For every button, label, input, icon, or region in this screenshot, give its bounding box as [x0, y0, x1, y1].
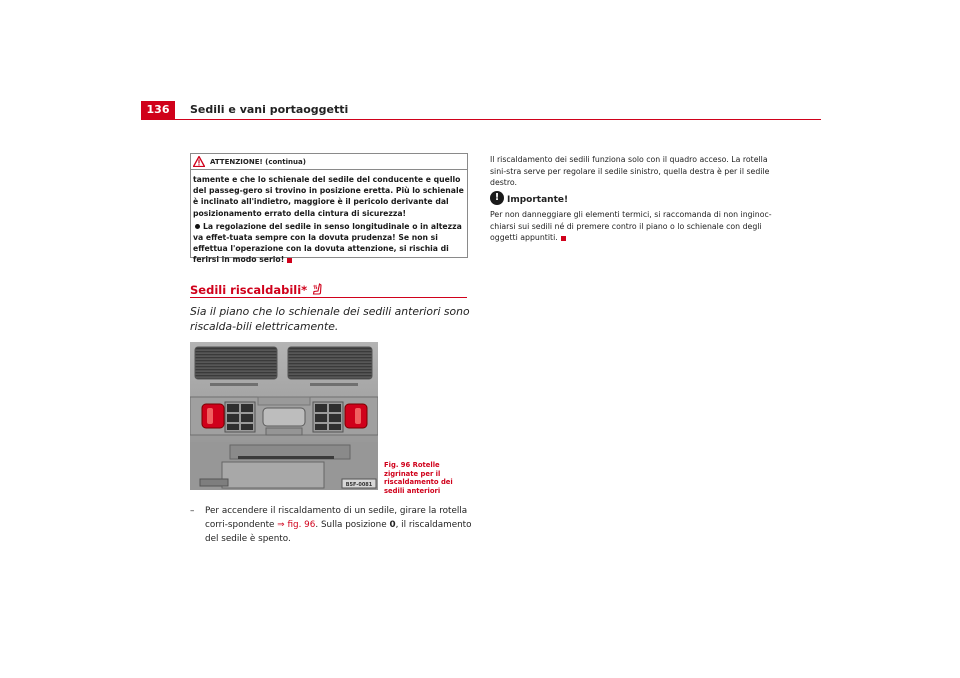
- section-intro: Sia il piano che lo schienale dei sedili anteriori sono riscalda-bili elettricamente.: [190, 305, 470, 333]
- note-title: Importante!: [507, 195, 569, 205]
- note-text: Per non danneggiare gli elementi termici, si raccomanda di non inginoc-chiarsi sui sedili né di premere contro il piano o lo schienale con degli oggetti appuntiti.: [490, 210, 772, 242]
- step-text-part: Per accendere il riscaldamento di un sedile, girare la rotella corri-spondente: [205, 506, 468, 530]
- display-window: [263, 408, 305, 426]
- figure-caption: Fig. 96 Rotelle zigrinate per il riscaldamento dei sedili anteriori: [384, 461, 453, 495]
- step-dash: –: [190, 506, 195, 516]
- section-rule: [190, 297, 467, 298]
- step-text-part: , il riscaldamento del sedile è spento.: [205, 520, 472, 544]
- warning-label: ATTENZIONE! (continua): [210, 157, 306, 166]
- exclamation-icon: !: [490, 191, 504, 205]
- header-rule: [141, 119, 821, 120]
- page-number: 136: [141, 101, 175, 119]
- warning-item-2: [193, 221, 465, 266]
- position-value: 0: [389, 520, 396, 530]
- warning-text-1: tamente e che lo schienale del sedile del conducente e quello del passeg-gero si trovino in posizione eretta. Più lo schienale è inclinato all'indietro, maggiore è il pericolo derivante dal posizionamento errato della cintura di sicurezza!: [193, 175, 464, 218]
- left-air-vent: [195, 347, 277, 379]
- figure-code: B5F-0081: [345, 482, 373, 488]
- note-body: [490, 209, 772, 244]
- warning-divider: [191, 169, 467, 170]
- end-marker-icon: [287, 258, 292, 263]
- seat-heating-icon: [311, 283, 323, 297]
- end-marker-icon: [561, 236, 566, 241]
- step-text: [205, 504, 473, 546]
- warning-text-2: La regolazione del sedile in senso longitudinale o in altezza va effet-tuata sempre con la dovuta prudenza! Se non si effettua l'operazione con la dovuta attenzione, si rischia di ferirsi in modo serio!: [193, 221, 462, 265]
- warning-box: [190, 153, 468, 265]
- right-paragraph: Il riscaldamento dei sedili funziona solo con il quadro acceso. La rotella sini-stra serve per regolare il sedile sinistro, quella destra è per il sedile destro.: [490, 155, 770, 187]
- section-title: [190, 283, 323, 297]
- warning-triangle-icon: [193, 156, 205, 167]
- figure-96-dashboard-panel: [190, 342, 378, 490]
- right-air-vent: [288, 347, 372, 379]
- section-title-text: Sedili riscaldabili*: [190, 283, 308, 297]
- figure-reference-link[interactable]: ⇒ fig. 96: [277, 520, 316, 530]
- warning-body: [193, 174, 465, 266]
- step-text-part: . Sulla posizione: [315, 520, 390, 530]
- note-header: [490, 191, 568, 205]
- warning-header: [193, 156, 306, 167]
- page-header-title: Sedili e vani portaoggetti: [190, 103, 349, 116]
- bullet-icon: [195, 224, 200, 229]
